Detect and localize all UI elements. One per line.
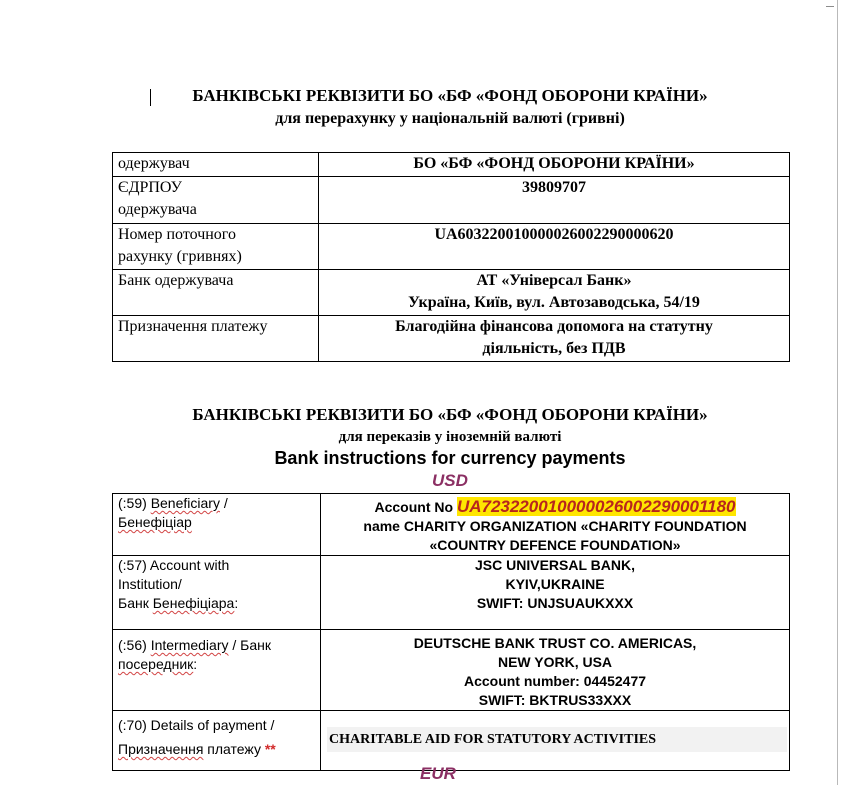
table-row [113,153,790,177]
hryvnia-subtitle: для перерахунку у національній валюті (гривні) [275,110,625,127]
account-label: Номер поточного рахунку (гривнях) [113,224,319,270]
table-row [113,494,790,556]
hryvnia-title: БАНКІВСЬКІ РЕКВІЗИТИ БО «БФ «ФОНД ОБОРОНИ КРАЇНИ» [192,86,708,105]
table-row [113,316,790,362]
recipient-label: одержувач [113,153,319,177]
table-row [113,224,790,270]
currency-title: БАНКІВСЬКІ РЕКВІЗИТИ БО «БФ «ФОНД ОБОРОНИ КРАЇНИ» [192,405,708,424]
hryvnia-details-table [112,152,790,362]
recipient-value[interactable]: БО «БФ «ФОНД ОБОРОНИ КРАЇНИ» [319,153,790,177]
purpose-label: Призначення платежу [113,316,319,362]
table-row [113,270,790,316]
usd-details-table [112,493,790,771]
usd-label: USD [432,471,468,490]
currency-subtitle: для переказів у іноземній валюті [338,429,562,445]
required-star: ** [264,741,276,757]
table-row [113,711,790,771]
payment-details-label: (:70) Details of payment / Призначення платежу ** [113,711,321,771]
edrpou-label: ЄДРПОУ одержувача [113,177,319,224]
bank-institution-label: (:57) Account with Institution/ Банк Бенефіціара: [113,556,321,630]
table-row [113,630,790,711]
intermediary-label: (:56) Intermediary / Банк посередник: [113,630,321,711]
bank-label: Банк одержувача [113,270,319,316]
intermediary-value[interactable]: DEUTSCHE BANK TRUST CO. AMERICAS, NEW YORK, USA Account number: 04452477 SWIFT: BKTRUS33XXX [321,630,790,711]
table-row [113,177,790,224]
beneficiary-label: (:59) Beneficiary / Бенефіціар [113,494,321,556]
payment-details-value[interactable]: CHARITABLE AID FOR STATUTORY ACTIVITIES [321,711,790,771]
page-corner-mark [826,0,834,7]
bank-institution-value[interactable]: JSC UNIVERSAL BANK, KYIV,UKRAINE SWIFT: UNJSUAUKXXX [321,556,790,630]
account-number-highlight[interactable]: UA723220010000026002290001180 [456,497,736,516]
table-row [113,556,790,630]
account-value[interactable]: UA603220010000026002290000620 [319,224,790,270]
currency-heading-en: Bank instructions for currency payments [274,448,626,468]
account-line: Account No UA723220010000026002290001180 [374,497,736,516]
bank-value[interactable]: АТ «Універсал Банк» Україна, Київ, вул. Автозаводська, 54/19 [319,270,790,316]
edrpou-value[interactable]: 39809707 [319,177,790,224]
eur-label: EUR [420,764,456,783]
purpose-value[interactable]: Благодійна фінансова допомога на статутну діяльність, без ПДВ [319,316,790,362]
beneficiary-value[interactable]: Account No UA723220010000026002290001180 name CHARITY ORGANIZATION «CHARITY FOUNDATION «COUNTRY DEFENCE FOUNDATION» [321,494,790,556]
